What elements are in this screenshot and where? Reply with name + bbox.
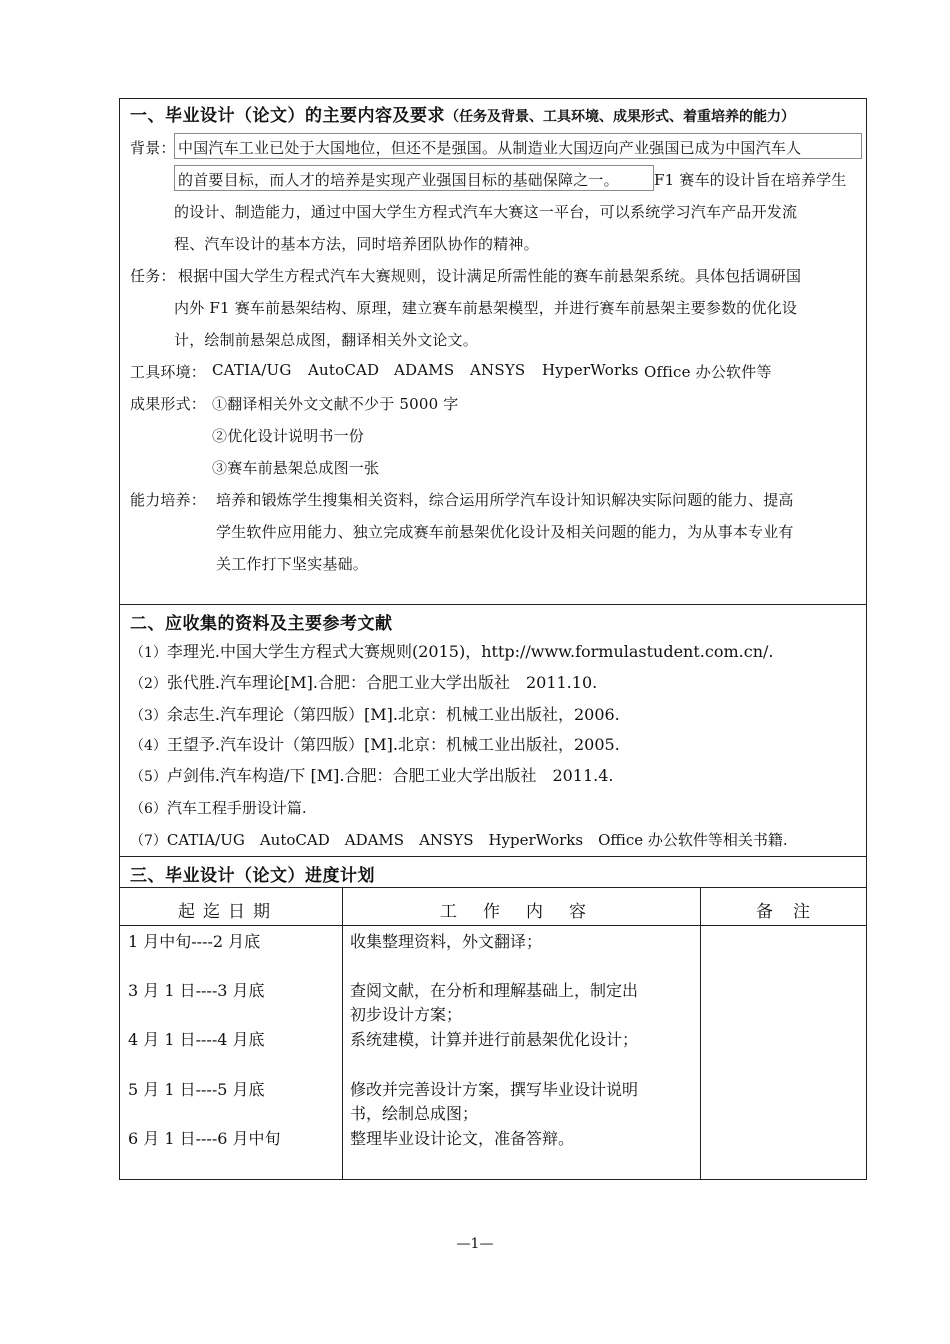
schedule-work: 收集整理资料，外文翻译； (350, 932, 543, 951)
column-header-work: 工作内容 (440, 902, 612, 922)
reference-item: （6）汽车工程手册设计篇. (130, 799, 307, 817)
ability-line: 培养和锻炼学生搜集相关资料，综合运用所学汽车设计知识解决实际问题的能力、提高 (216, 491, 794, 509)
schedule-work: 系统建模，计算并进行前悬架优化设计； (350, 1030, 639, 1049)
background-line: F1 赛车的设计旨在培养学生 (654, 171, 847, 189)
ability-line: 学生软件应用能力、独立完成赛车前悬架优化设计及相关问题的能力，为从事本专业有 (216, 523, 794, 541)
ability-label: 能力培养： (130, 491, 207, 509)
reference-item: （7）CATIA/UG AutoCAD ADAMS ANSYS HyperWorks Office 办公软件等相关书籍. (130, 831, 788, 849)
reference-item: （4）王望予.汽车设计（第四版）[M].北京：机械工业出版社，2005. (130, 735, 620, 754)
tool-item: HyperWorks (542, 361, 639, 379)
section-schedule (119, 856, 867, 1180)
section3-heading: 三、毕业设计（论文）进度计划 (130, 866, 375, 886)
table-divider (120, 887, 866, 888)
tools-label: 工具环境： (130, 363, 207, 381)
tool-item: AutoCAD (308, 361, 380, 379)
schedule-work: 书，绘制总成图； (350, 1104, 479, 1123)
column-divider (700, 887, 701, 1179)
reference-item: （3）余志生.汽车理论（第四版）[M].北京：机械工业出版社，2006. (130, 705, 620, 724)
schedule-work: 整理毕业设计论文，准备答辩。 (350, 1129, 575, 1148)
background-line: 程、汽车设计的基本方法，同时培养团队协作的精神。 (174, 235, 539, 253)
schedule-date: 6 月 1 日----6 月中旬 (128, 1129, 281, 1148)
schedule-date: 3 月 1 日----3 月底 (128, 981, 265, 1000)
result-item: ③赛车前悬架总成图一张 (212, 459, 380, 477)
ability-line: 关工作打下坚实基础。 (216, 555, 369, 573)
background-label: 背景： (130, 139, 176, 157)
reference-item: （5）卢剑伟.汽车构造/下 [M].合肥：合肥工业大学出版社 2011.4. (130, 766, 614, 785)
section-main-content (119, 98, 867, 605)
table-divider (120, 925, 866, 926)
section1-heading: 一、毕业设计（论文）的主要内容及要求（任务及背景、工具环境、成果形式、着重培养的能力） (130, 106, 795, 126)
results-label: 成果形式： (130, 395, 207, 413)
background-line: 中国汽车工业已处于大国地位，但还不是强国。从制造业大国迈向产业强国已成为中国汽车人 (178, 139, 802, 157)
section2-heading: 二、应收集的资料及主要参考文献 (130, 614, 393, 634)
schedule-work: 修改并完善设计方案，撰写毕业设计说明 (350, 1080, 639, 1099)
background-line: 的设计、制造能力，通过中国大学生方程式汽车大赛这一平台，可以系统学习汽车产品开发流 (174, 203, 798, 221)
task-line: 计，绘制前悬架总成图，翻译相关外文论文。 (174, 331, 479, 349)
result-item: ②优化设计说明书一份 (212, 427, 365, 445)
tool-item: ADAMS (394, 361, 455, 379)
task-line: 根据中国大学生方程式汽车大赛规则，设计满足所需性能的赛车前悬架系统。具体包括调研国 (178, 267, 802, 285)
schedule-date: 5 月 1 日----5 月底 (128, 1080, 265, 1099)
tool-item: ANSYS (470, 361, 526, 379)
column-header-notes: 备注 (756, 902, 830, 922)
reference-item: （2）张代胜.汽车理论[M].合肥：合肥工业大学出版社 2011.10. (130, 673, 598, 692)
schedule-work: 初步设计方案； (350, 1005, 463, 1024)
schedule-date: 4 月 1 日----4 月底 (128, 1030, 265, 1049)
section-references (119, 604, 867, 857)
column-header-date: 起迄日期 (178, 902, 278, 922)
task-label: 任务： (130, 267, 176, 285)
background-line: 的首要目标，而人才的培养是实现产业强国目标的基础保障之一。 (178, 171, 619, 189)
result-item: ①翻译相关外文文献不少于 5000 字 (212, 395, 459, 413)
schedule-date: 1 月中旬----2 月底 (128, 932, 261, 951)
reference-item: （1）李理光.中国大学生方程式大赛规则(2015)，http://www.formulastudent.com.cn/. (130, 642, 774, 661)
page-number: —1— (456, 1236, 494, 1252)
task-line: 内外 F1 赛车前悬架结构、原理，建立赛车前悬架模型，并进行赛车前悬架主要参数的优化设 (174, 299, 798, 317)
column-divider (342, 887, 343, 1179)
schedule-work: 查阅文献，在分析和理解基础上，制定出 (350, 981, 639, 1000)
tool-item: CATIA/UG (212, 361, 292, 379)
tool-item: Office 办公软件等 (644, 363, 772, 381)
